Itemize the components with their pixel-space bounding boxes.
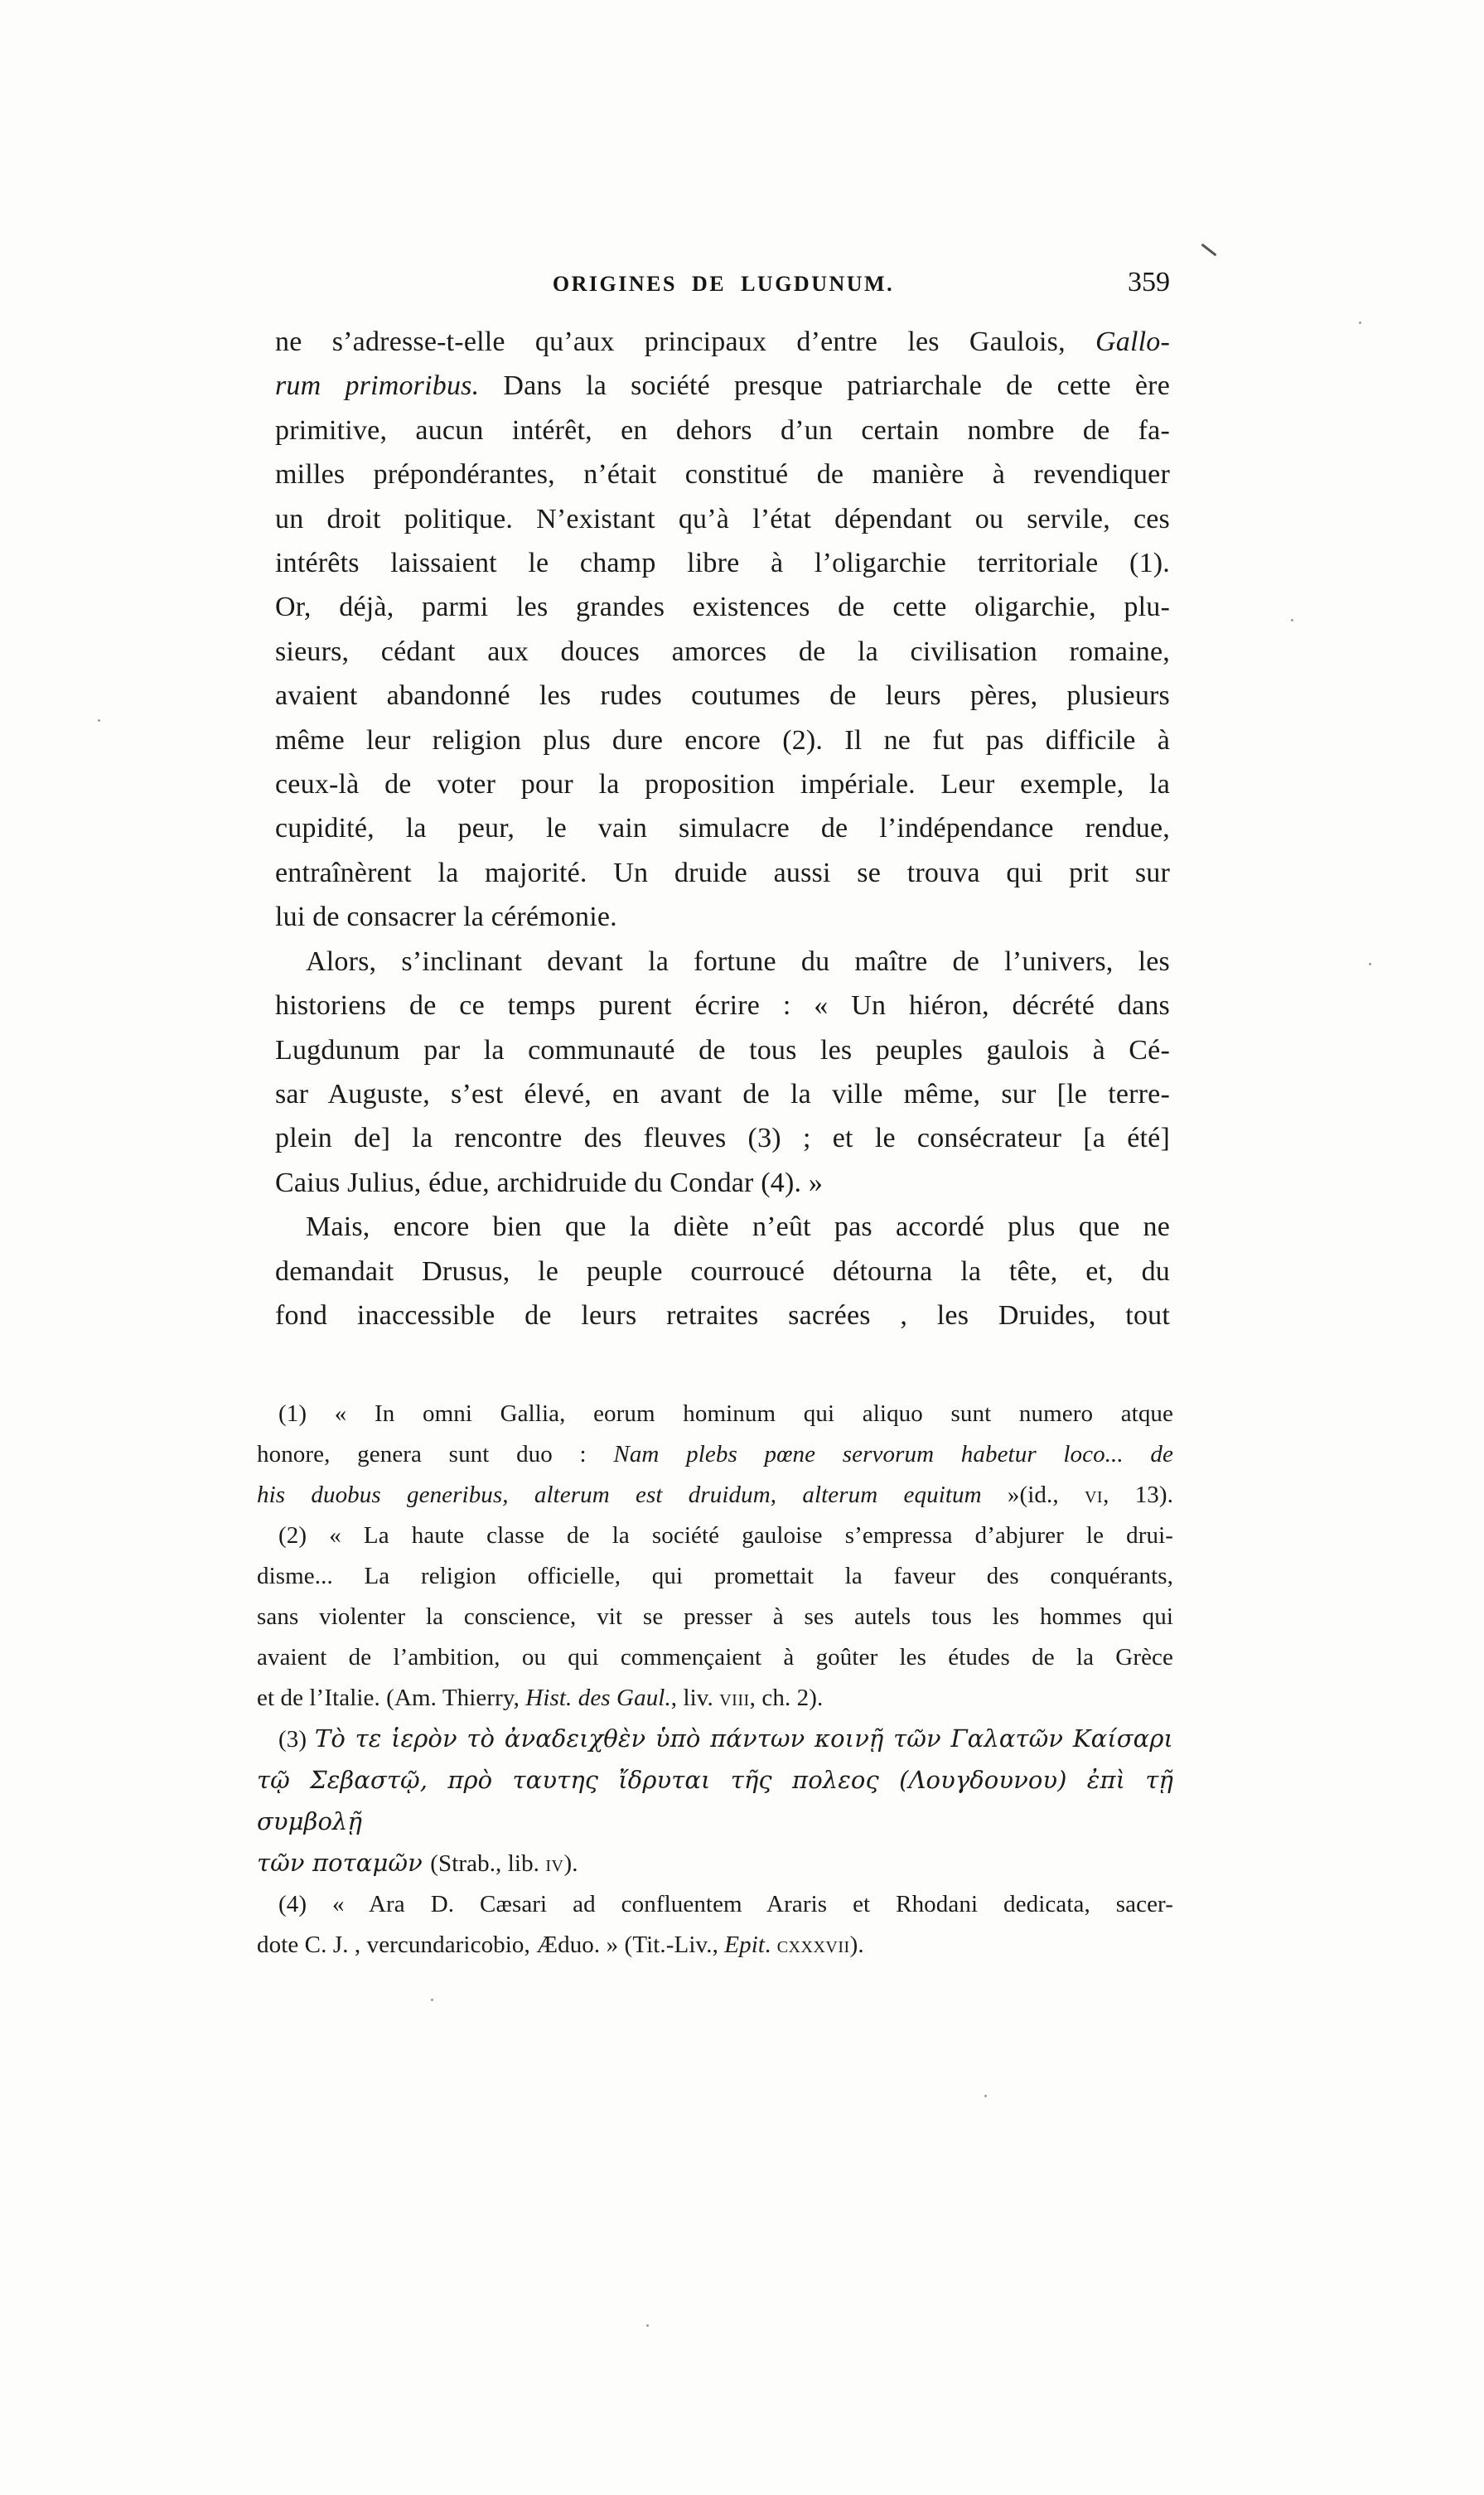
text-line (275, 674, 1170, 718)
text-segment: , 13). (1103, 1482, 1173, 1508)
text-segment: Caius Julius, édue, archidruide du Condar (4). » (275, 1167, 824, 1198)
text-segment: honore, genera sunt duo : (257, 1441, 614, 1468)
scan-speck (98, 719, 100, 722)
scan-speck (646, 2324, 649, 2327)
text-segment: intérêts laissaient le champ libre à l’oligarchie territoriale (1). (275, 548, 1170, 579)
text-line (257, 1760, 1173, 1843)
scan-speck (1291, 619, 1293, 621)
page-number: 359 (1128, 267, 1170, 297)
text-line (275, 851, 1170, 895)
text-segment: (Strab., lib. (430, 1850, 546, 1877)
text-segment: lui de consacrer la cérémonie. (275, 902, 617, 933)
text-line (257, 1516, 1173, 1556)
text-line (275, 364, 1170, 408)
text-segment: (3) (278, 1726, 315, 1753)
text-segment: . (765, 1932, 777, 1958)
text-segment: historiens de ce temps purent écrire : « Un hiéron, décrété dans (275, 990, 1170, 1022)
text-line (275, 940, 1170, 984)
scan-speck (984, 2095, 987, 2097)
italic-text-segment: his duobus generibus, alterum est druidum, alterum equitum (257, 1482, 1008, 1508)
text-segment: primitive, aucun intérêt, en dehors d’un certain nombre de fa- (275, 414, 1170, 446)
greek-text-segment: τῷ Σεβαστῷ, πρὸ ταυτης ἴδρυται τῆς πολεος (Λουγδουνου) ἐπὶ τῇ συμβολῇ (257, 1766, 1173, 1835)
text-line (275, 630, 1170, 674)
text-line (275, 806, 1170, 850)
greek-text-segment: τῶν ποταμῶν (257, 1849, 431, 1877)
text-segment: avaient de l’ambition, ou qui commençaient à goûter les études de la Grèce (257, 1644, 1173, 1671)
text-line (257, 1597, 1173, 1637)
italic-text-segment: rum primoribus. (275, 370, 480, 402)
text-segment: avaient abandonné les rudes coutumes de leurs pères, plusieurs (275, 680, 1170, 712)
text-segment: même leur religion plus dure encore (2). Il ne fut pas difficile à (275, 724, 1170, 756)
text-line (257, 1884, 1173, 1925)
scan-stroke-mark (1201, 244, 1216, 257)
text-line (275, 320, 1170, 364)
scan-speck (1359, 322, 1361, 324)
italic-text-segment: Hist. des Gaul. (525, 1685, 671, 1711)
text-line (275, 984, 1170, 1027)
text-segment: Lugdunum par la communauté de tous les peuples gaulois à Cé- (275, 1034, 1170, 1066)
scan-speck (1369, 963, 1371, 965)
text-line (257, 1719, 1173, 1760)
text-line (257, 1394, 1173, 1434)
text-line (275, 1161, 1170, 1205)
text-line (275, 585, 1170, 629)
text-segment: Or, déjà, parmi les grandes existences de cette oligarchie, plu- (275, 592, 1170, 623)
text-line (275, 409, 1170, 452)
text-line (257, 1925, 1173, 1966)
text-segment: un droit politique. N’existant qu’à l’état dépendant ou servile, ces (275, 503, 1170, 534)
text-segment: cupidité, la peur, le vain simulacre de l’indépendance rendue, (275, 813, 1170, 844)
text-line (275, 762, 1170, 806)
text-line (275, 541, 1170, 585)
text-segment: disme... La religion officielle, qui promettait la faveur des conquérants, (257, 1563, 1173, 1589)
text-segment: »(id., (1007, 1482, 1085, 1508)
text-line (257, 1556, 1173, 1597)
italic-text-segment: Nam plebs pœne servorum habetur loco... de (613, 1441, 1173, 1468)
text-line (275, 1250, 1170, 1293)
text-segment: Mais, encore bien que la diète n’eût pas accordé plus que ne (306, 1211, 1170, 1243)
text-segment: , liv. (670, 1685, 720, 1711)
text-segment: (2) « La haute classe de la société gauloise s’empressa d’abjurer le drui- (278, 1522, 1173, 1549)
text-segment: cxxxvii (776, 1932, 850, 1958)
text-segment: entraînèrent la majorité. Un druide aussi se trouva qui prit sur (275, 857, 1170, 888)
text-segment: fond inaccessible de leurs retraites sacrées , les Druides, tout (275, 1299, 1170, 1331)
text-segment: iv (545, 1850, 564, 1877)
text-line (257, 1434, 1173, 1475)
text-segment: , ch. 2). (749, 1685, 824, 1711)
text-line (275, 497, 1170, 541)
text-segment: sar Auguste, s’est élevé, en avant de la ville même, sur [le terre- (275, 1078, 1170, 1110)
text-line (275, 895, 1170, 939)
text-segment: ne s’adresse-t-elle qu’aux principaux d’entre les Gaulois, (275, 326, 1096, 357)
greek-text-segment: Τὸ τε ἱερὸν τὸ ἀναδειχθὲν ὑπὸ πάντων κοινῇ τῶν Γαλατῶν Καίσαρι (314, 1724, 1173, 1753)
text-segment: vi (1084, 1482, 1104, 1508)
text-line (275, 1293, 1170, 1337)
text-line (275, 452, 1170, 496)
footnotes-block (257, 1394, 1173, 1966)
text-segment: (1) « In omni Gallia, eorum hominum qui aliquo sunt numero atque (278, 1400, 1173, 1427)
text-segment: dote C. J. , vercundaricobio, Æduo. » (Tit.-Liv., (257, 1932, 725, 1958)
scan-speck (431, 1999, 433, 2001)
text-segment: Dans la société presque patriarchale de cette ère (479, 370, 1170, 402)
text-line (275, 1072, 1170, 1116)
text-segment: ). (563, 1850, 578, 1877)
text-line (257, 1678, 1173, 1719)
italic-text-segment: Epit (724, 1932, 766, 1958)
text-segment: plein de] la rencontre des fleuves (3) ; et le consécrateur [a été] (275, 1123, 1170, 1154)
text-segment: demandait Drusus, le peuple courroucé détourna la tête, et, du (275, 1255, 1170, 1287)
text-segment: Alors, s’inclinant devant la fortune du maître de l’univers, les (306, 945, 1170, 977)
text-segment: ceux-là de voter pour la proposition impériale. Leur exemple, la (275, 769, 1170, 800)
text-line (257, 1843, 1173, 1884)
text-segment: (4) « Ara D. Cæsari ad confluentem Araris et Rhodani dedicata, sacer- (278, 1891, 1173, 1917)
italic-text-segment: Gallo- (1095, 326, 1170, 357)
running-title: ORIGINES DE LUGDUNUM. (552, 272, 895, 296)
text-segment: et de l’Italie. (Am. Thierry, (257, 1685, 526, 1711)
text-line (275, 718, 1170, 762)
text-segment: milles prépondérantes, n’était constitué de manière à revendiquer (275, 459, 1170, 491)
text-segment: sieurs, cédant aux douces amorces de la civilisation romaine, (275, 636, 1170, 667)
text-segment: sans violenter la conscience, vit se presser à ses autels tous les hommes qui (257, 1603, 1173, 1630)
main-text-block (275, 320, 1170, 1337)
page-header (275, 267, 1172, 307)
text-segment: ). (849, 1932, 864, 1958)
text-line (257, 1475, 1173, 1516)
text-line (275, 1028, 1170, 1072)
text-segment: viii (719, 1685, 750, 1711)
text-line (275, 1205, 1170, 1249)
text-line (275, 1116, 1170, 1160)
text-line (257, 1637, 1173, 1678)
